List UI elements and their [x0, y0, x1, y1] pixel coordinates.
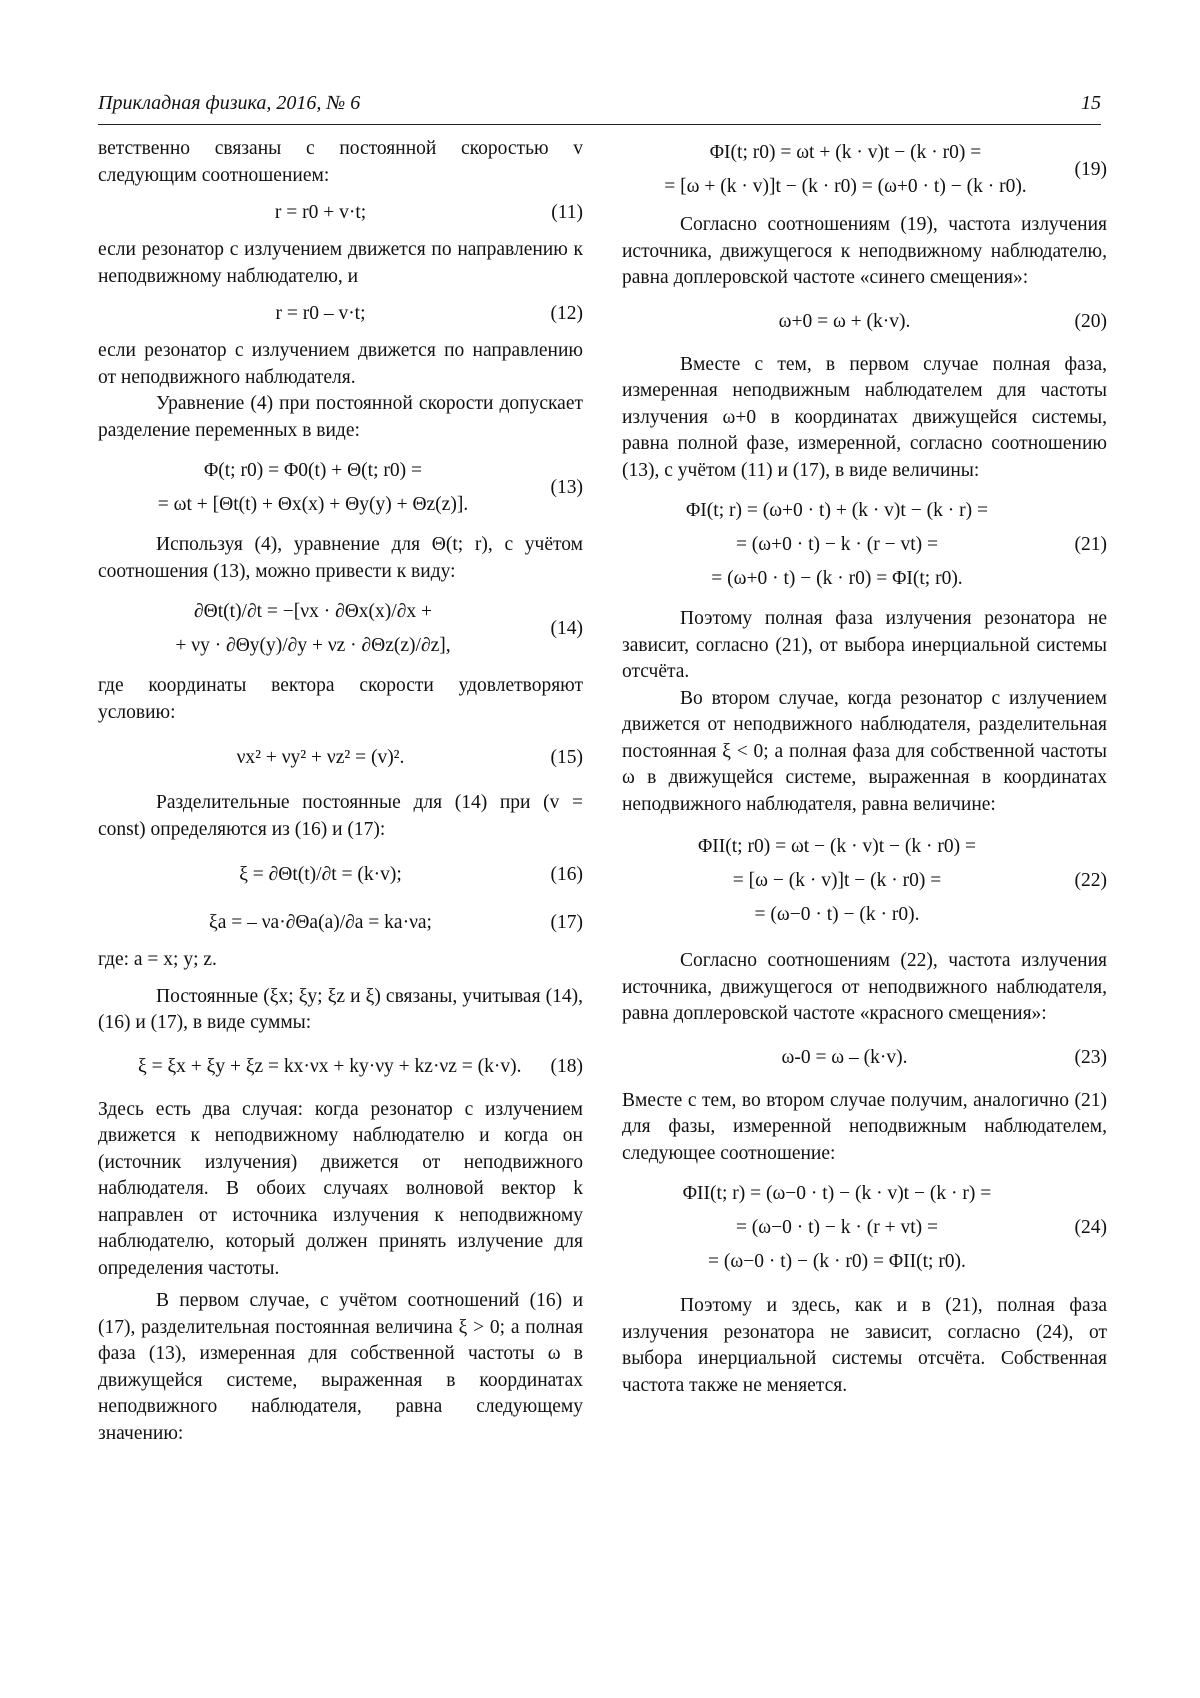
- equation-line: = (ω+0 · t) − (k · r0) = ΦI(t; r0).: [711, 568, 963, 589]
- equation-13: [98, 454, 583, 522]
- equation-number: (20): [1074, 310, 1107, 332]
- paragraph: если резонатор с излучением движется по направлению от неподвижного наблюдателя.: [98, 340, 583, 388]
- equation-text: νx² + νy² + νz² = (v)².: [236, 747, 405, 768]
- paragraph: Постоянные (ξx; ξy; ξz и ξ) связаны, учитывая (14), (16) и (17), в виде суммы:: [98, 985, 583, 1033]
- equation-number: (13): [550, 477, 583, 498]
- equation-text: ω+0 = ω + (k·v).: [778, 310, 911, 332]
- equation-line: = [ω − (k · v)]t − (k · r0) =: [732, 870, 942, 891]
- equation-number: (21): [1074, 534, 1107, 555]
- equation-number: (19): [1074, 159, 1107, 180]
- right-column: [622, 136, 1107, 1399]
- paragraph: Поэтому и здесь, как и в (21), полная фаза излучения резонатора не зависит, согласно (24), от выбора инерциальной системы отсчёта. Собственная частота также не меняется.: [622, 1295, 1107, 1396]
- equation-number: (17): [550, 911, 583, 933]
- paragraph: где: a = x; y; z.: [98, 949, 217, 970]
- paragraph: где координаты вектора скорости удовлетворяют условию:: [98, 675, 583, 723]
- equation-number: (24): [1074, 1217, 1107, 1238]
- equation-text: ξ = ξx + ξy + ξz = kx·νx + ky·νy + kz·νz = (k·v).: [138, 1055, 522, 1077]
- paragraph: если резонатор с излучением движется по направлению к неподвижному наблюдателю, и: [98, 239, 583, 287]
- paragraph: Согласно соотношениям (19), частота излучения источника, движущегося к неподвижному наблюдателю, равна доплеровской частоте «синего смещения»:: [622, 214, 1107, 288]
- equation-text: r = r0 – v·t;: [275, 303, 366, 324]
- equation-text: ω-0 = ω – (k·v).: [781, 1046, 908, 1068]
- equation-24: [622, 1177, 1107, 1279]
- paragraph: Во втором случае, когда резонатор с излучением движется от неподвижного наблюдателя, разделительная постоянная ξ < 0; а полная фаза для собственной частоты ω в движущейся системе, выраженная в координатах неподвижного наблюдателя, равна величине:: [622, 687, 1107, 815]
- equation-number: (11): [551, 201, 583, 223]
- equation-12: [98, 296, 583, 332]
- equation-number: (22): [1074, 870, 1107, 891]
- equation-text: ξa = – νa·∂Θa(a)/∂a = ka·νa;: [209, 912, 432, 933]
- equation-line: = (ω−0 · t) − (k · r0).: [754, 904, 920, 925]
- equation-20: [622, 304, 1107, 340]
- left-column: [98, 136, 583, 1447]
- equation-14: [98, 595, 583, 663]
- paragraph: Уравнение (4) при постоянной скорости допускает разделение переменных в виде:: [98, 393, 583, 441]
- paragraph: ветственно связаны с постоянной скоростью v следующим соотношением:: [98, 138, 583, 186]
- equation-text: r = r0 + v·t;: [274, 202, 367, 223]
- equation-number: (23): [1074, 1046, 1107, 1068]
- equation-text: ξ = ∂Θt(t)/∂t = (k·v);: [239, 864, 402, 885]
- equation-line: = ωt + [Θt(t) + Θx(x) + Θy(y) + Θz(z)].: [157, 494, 469, 515]
- page-number: 15: [1081, 92, 1101, 114]
- equation-line: ∂Θt(t)/∂t = −[νx · ∂Θx(x)/∂x +: [194, 601, 432, 622]
- equation-line: = [ω + (k · v)]t − (k · r0) = (ω+0 · t) − (k · r0).: [664, 176, 1027, 197]
- equation-19: [622, 136, 1107, 204]
- equation-line: ΦI(t; r0) = ωt + (k · v)t − (k · r0) =: [709, 142, 982, 163]
- equation-number: (12): [550, 302, 583, 324]
- equation-line: ΦII(t; r0) = ωt − (k · v)t − (k · r0) =: [698, 836, 976, 857]
- equation-line: ΦI(t; r) = (ω+0 · t) + (k · v)t − (k · r) =: [686, 500, 988, 521]
- equation-11: [98, 195, 583, 231]
- equation-line: ΦII(t; r) = (ω−0 · t) − (k · v)t − (k · r) =: [682, 1183, 992, 1204]
- equation-line: = (ω−0 · t) − k · (r + vt) =: [735, 1217, 939, 1238]
- equation-line: = (ω+0 · t) − k · (r − vt) =: [735, 534, 939, 555]
- equation-16: [98, 857, 583, 893]
- equation-line: + νy · ∂Θy(y)/∂y + νz · ∂Θz(z)/∂z],: [175, 635, 451, 656]
- paragraph: В первом случае, с учётом соотношений (16) и (17), разделительная постоянная величина ξ > 0; а полная фаза (13), измеренная для собственной частоты ω в движущейся системе, выраженная в координатах неподвижного наблюдателя, равна следующему значению:: [98, 1290, 583, 1444]
- paragraph: Используя (4), уравнение для Θ(t; r), с учётом соотношения (13), можно привести к виду:: [98, 534, 583, 582]
- equation-17: [98, 905, 583, 941]
- header-rule: [98, 124, 1101, 125]
- equation-number: (16): [550, 863, 583, 885]
- journal-title: Прикладная физика, 2016, № 6: [98, 92, 361, 114]
- paragraph: Здесь есть два случая: когда резонатор с излучением движется к неподвижному наблюдателю и когда он (источник излучения) движется от неподвижного наблюдателя. В обоих случаях волновой вектор k направлен от источника излучения к неподвижному наблюдателю, который должен принять излучение для определения частоты.: [98, 1098, 583, 1279]
- equation-22: [622, 830, 1107, 932]
- equation-18: [98, 1049, 583, 1085]
- equation-line: = (ω−0 · t) − (k · r0) = ΦII(t; r0).: [708, 1251, 966, 1272]
- equation-number: (14): [550, 618, 583, 639]
- equation-23: [622, 1040, 1107, 1076]
- paragraph: Согласно соотношениям (22), частота излучения источника, движущегося от неподвижного наблюдателя, равна доплеровской частоте «красного смещения»:: [622, 950, 1107, 1024]
- paragraph: Разделительные постоянные для (14) при (v = const) определяются из (16) и (17):: [98, 792, 583, 840]
- equation-15: [98, 740, 583, 776]
- running-header: [98, 90, 1101, 120]
- paragraph: Поэтому полная фаза излучения резонатора не зависит, согласно (21), от выбора инерциальной системы отсчёта.: [622, 608, 1107, 682]
- equation-21: [622, 494, 1107, 596]
- equation-line: Φ(t; r0) = Φ0(t) + Θ(t; r0) =: [204, 460, 422, 481]
- equation-number: (15): [550, 746, 583, 768]
- equation-number: (18): [550, 1055, 583, 1077]
- paragraph: Вместе с тем, в первом случае полная фаза, измеренная неподвижным наблюдателем для частоты излучения ω+0 в координатах движущейся системы, равна полной фазе, измеренной, согласно соотношению (13), с учётом (11) и (17), в виде величины:: [622, 353, 1107, 481]
- paragraph: Вместе с тем, во втором случае получим, аналогично (21) для фазы, измеренной неподвижным наблюдателем, следующее соотношение:: [622, 1089, 1107, 1164]
